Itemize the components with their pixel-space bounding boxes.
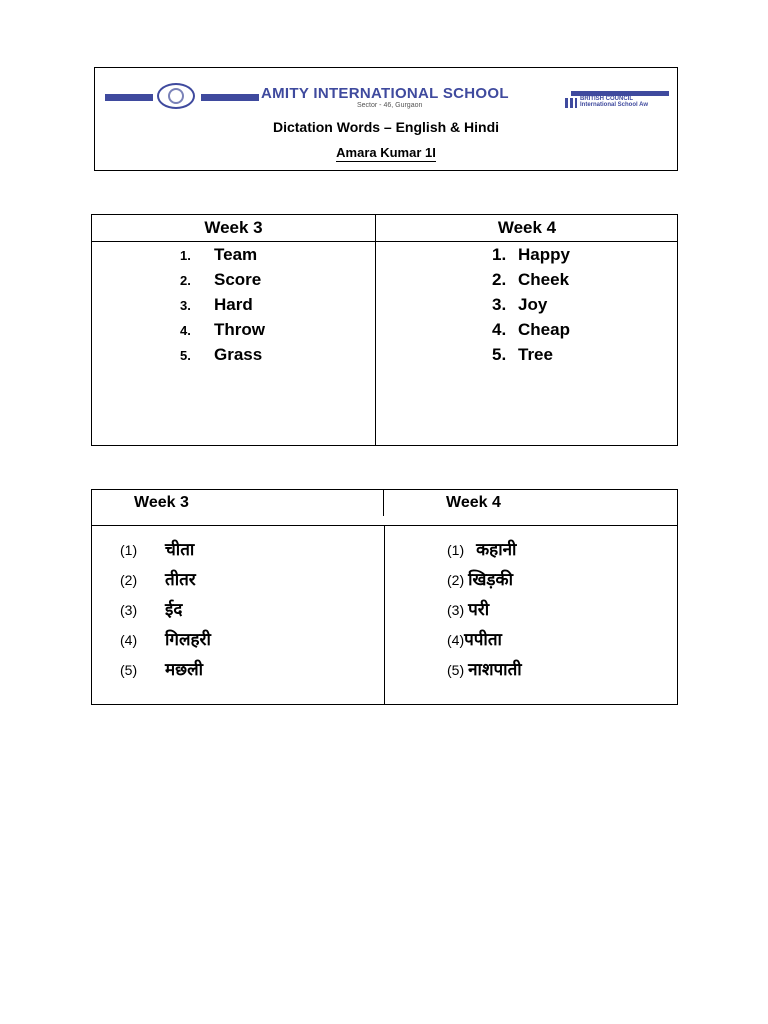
hindi-week3-heading: Week 3 — [134, 494, 189, 511]
list-item — [447, 595, 522, 625]
item-number: 3. — [492, 295, 507, 314]
item-number: 3. — [180, 298, 191, 313]
dictation-word: मछली — [165, 660, 204, 680]
school-location: Sector - 46, Gurgaon — [357, 102, 423, 109]
list-item — [120, 565, 211, 595]
dictation-word: पपीता — [464, 630, 502, 650]
partner-logo-text — [580, 96, 648, 108]
list-item — [180, 242, 265, 267]
list-item — [180, 317, 265, 342]
partner-logo-line1: BRITISH COUNCIL — [580, 96, 633, 102]
hindi-week3-list — [120, 535, 211, 685]
item-number: 1. — [492, 245, 507, 264]
item-number: (3) — [447, 602, 465, 618]
item-number: (4) — [447, 632, 465, 648]
dictation-word: ईद — [165, 600, 183, 620]
list-item — [492, 342, 570, 367]
list-item — [492, 292, 570, 317]
dictation-word: Cheap — [518, 320, 570, 339]
item-number: (5) — [447, 662, 465, 678]
item-number: (5) — [120, 662, 138, 678]
english-words-table — [91, 214, 678, 446]
hindi-week4-list — [447, 535, 522, 685]
student-name-wrap — [95, 145, 677, 160]
dictation-word: नाशपाती — [468, 660, 522, 680]
list-item — [180, 292, 265, 317]
dictation-word: Cheek — [518, 270, 570, 289]
dictation-word: परी — [468, 600, 490, 620]
dictation-word: Tree — [518, 345, 553, 364]
list-item — [120, 595, 211, 625]
list-item — [120, 625, 211, 655]
student-name: Amara Kumar 1I — [336, 145, 436, 160]
list-item — [180, 342, 265, 367]
school-crest-icon — [157, 83, 195, 109]
document-title: Dictation Words – English & Hindi — [272, 119, 500, 135]
item-number: (3) — [120, 602, 138, 618]
table-divider — [384, 525, 385, 704]
dictation-word: कहानी — [476, 540, 517, 560]
dictation-word: चीता — [165, 540, 195, 560]
dictation-word: Grass — [214, 345, 263, 364]
item-number: 1. — [180, 248, 191, 263]
item-number: (1) — [447, 542, 465, 558]
item-number: 4. — [492, 320, 507, 339]
table-divider — [375, 215, 376, 445]
dictation-word: Joy — [518, 295, 548, 314]
dictation-word: Score — [214, 270, 262, 289]
item-number: (2) — [447, 572, 465, 588]
item-number: 5. — [492, 345, 507, 364]
item-number: 4. — [180, 323, 191, 338]
banner-stripe — [105, 94, 153, 101]
item-number: 2. — [492, 270, 507, 289]
item-number: 5. — [180, 348, 191, 363]
banner-stripe — [201, 94, 259, 101]
school-name: AMITY INTERNATIONAL SCHOOL — [261, 85, 509, 102]
hindi-words-table — [91, 489, 678, 705]
english-week4-list — [492, 242, 570, 367]
list-item — [120, 535, 211, 565]
list-item — [492, 267, 570, 292]
english-week3-heading: Week 3 — [204, 218, 263, 237]
item-number: (2) — [120, 572, 138, 588]
dictation-word: खिड़की — [468, 570, 513, 590]
list-item — [447, 655, 522, 685]
item-number: 2. — [180, 273, 191, 288]
partner-logo-line2: International School Aw — [580, 102, 649, 108]
english-week4-heading: Week 4 — [497, 218, 557, 237]
school-banner — [105, 82, 669, 112]
british-council-icon — [565, 98, 577, 108]
item-number: (4) — [120, 632, 138, 648]
hindi-week4-heading: Week 4 — [446, 494, 501, 511]
dictation-word: Throw — [214, 320, 265, 339]
dictation-word: Hard — [214, 295, 253, 314]
header-box — [94, 67, 678, 171]
list-item — [120, 655, 211, 685]
dictation-word: Happy — [518, 245, 570, 264]
list-item — [447, 625, 522, 655]
english-week3-list — [180, 242, 265, 367]
list-item — [492, 317, 570, 342]
list-item — [447, 565, 522, 595]
dictation-word: तीतर — [165, 570, 196, 590]
list-item — [447, 535, 522, 565]
table-divider — [383, 490, 384, 516]
dictation-word: गिलहरी — [165, 630, 211, 650]
list-item — [492, 242, 570, 267]
list-item — [180, 267, 265, 292]
dictation-word: Team — [214, 245, 258, 264]
item-number: (1) — [120, 542, 138, 558]
